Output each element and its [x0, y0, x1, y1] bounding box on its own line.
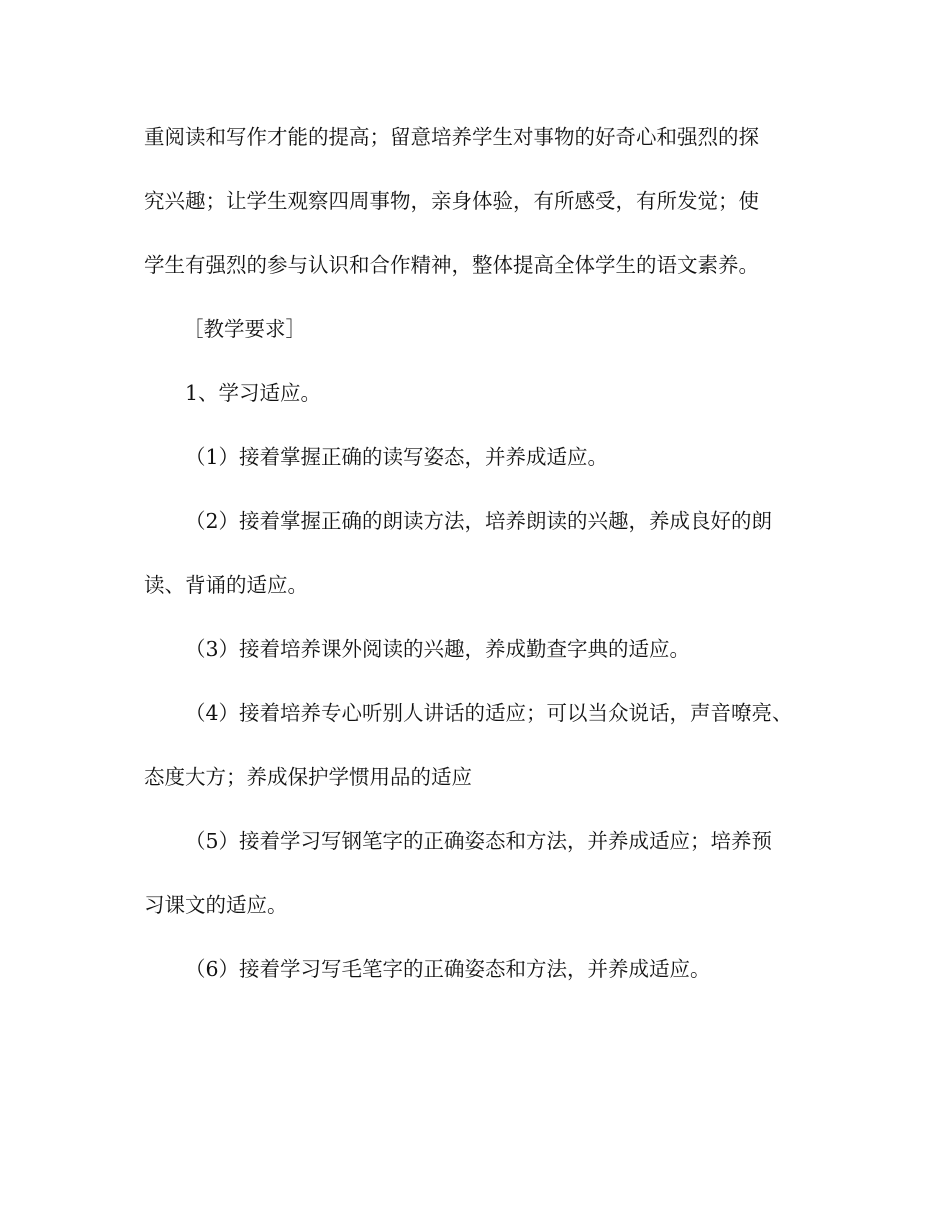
text-line: 读、背诵的适应。 — [144, 573, 308, 597]
text-line: 1、学习适应。 — [185, 381, 322, 405]
text-line: （1）接着掌握正确的读写姿态，并养成适应。 — [185, 445, 609, 469]
text-line: 究兴趣；让学生观察四周事物，亲身体验，有所感受，有所发觉；使 — [144, 189, 759, 213]
sub-item-6 — [144, 956, 834, 982]
text-line: （4）接着培养专心听别人讲话的适应；可以当众说话，声音嘹亮、 — [185, 701, 793, 725]
list-item-1 — [144, 380, 834, 406]
text-line: 习课文的适应。 — [144, 893, 288, 917]
text-line: （5）接着学习写钢笔字的正确姿态和方法，并养成适应；培养预 — [185, 829, 773, 853]
text-line: 重阅读和写作才能的提高；留意培养学生对事物的好奇心和强烈的探 — [144, 125, 759, 149]
sub-item-2 — [144, 508, 834, 598]
sub-item-5 — [144, 828, 834, 918]
text-line: 态度大方；养成保护学惯用品的适应 — [144, 765, 472, 789]
section-heading — [144, 316, 834, 342]
text-line: （3）接着培养课外阅读的兴趣，养成勤查字典的适应。 — [185, 637, 691, 661]
heading-text: ［教学要求］ — [183, 317, 306, 341]
document-body — [144, 124, 834, 982]
intro-paragraph — [144, 124, 834, 278]
text-line: （2）接着掌握正确的朗读方法，培养朗读的兴趣，养成良好的朗 — [185, 509, 773, 533]
text-line: 学生有强烈的参与认识和合作精神，整体提高全体学生的语文素养。 — [144, 253, 759, 277]
sub-item-3 — [144, 636, 834, 662]
sub-item-4 — [144, 700, 834, 790]
text-line: （6）接着学习写毛笔字的正确姿态和方法，并养成适应。 — [185, 957, 711, 981]
sub-item-1 — [144, 444, 834, 470]
